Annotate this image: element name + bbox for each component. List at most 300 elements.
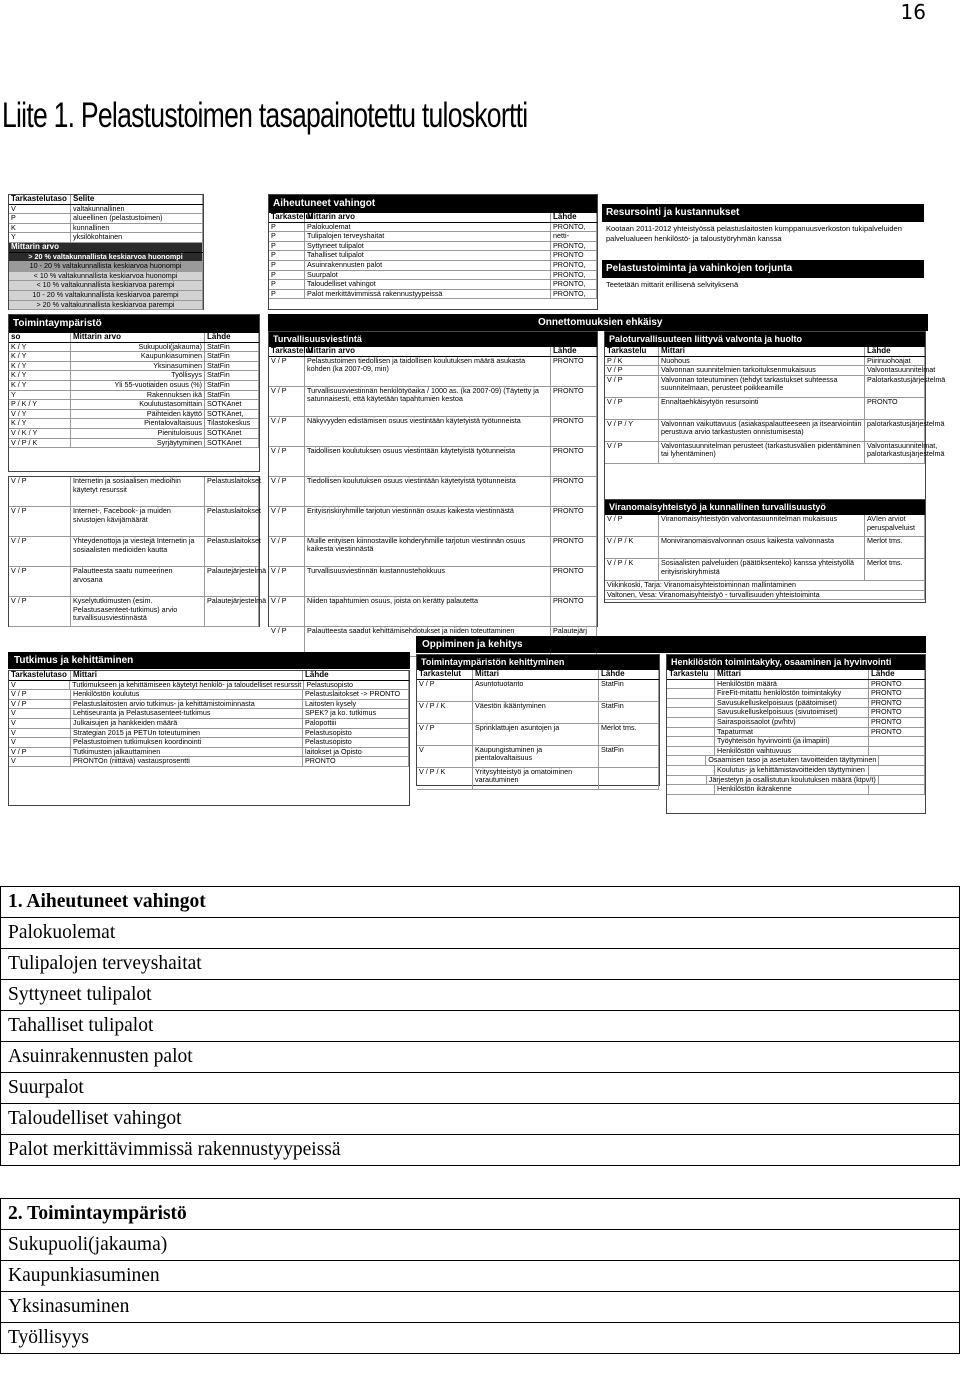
viranomaisyhteistyo-panel [604, 499, 926, 603]
table-cell [869, 766, 925, 775]
page-title: Liite 1. Pelastustoimen tasapainotettu tuloskortti [2, 96, 528, 135]
table-cell: Laitosten kysely [303, 700, 409, 709]
muut-mittarit-panel [8, 476, 267, 627]
table-row [605, 515, 925, 537]
table-cell: Taidollisen koulutuksen osuus viestintään käytetyistä työtunneista [305, 447, 551, 476]
table-cell: Osaamisen taso ja asetuiten tavoitteiden täyttyminen [706, 756, 879, 765]
table-cell: Kaupungistuminen ja pientalovaltaisuus [473, 746, 599, 767]
table-cell: V / P [269, 567, 305, 596]
table-cell: SOTKAnet, [205, 410, 259, 419]
header-cell: Lähde [865, 347, 925, 356]
table-cell: Savusukelluskelpoisuus (sivutoimiset) [715, 708, 869, 717]
table-cell: Julkaisujen ja hankkeiden määrä [71, 719, 303, 728]
table-cell: Suurpalot [305, 271, 551, 280]
header-cell: Lähde [205, 333, 259, 342]
table-row [269, 357, 597, 387]
pelastustoiminta-text: Teetetään mittarit erillisenä selvityksenä [606, 280, 739, 289]
list-toimintaymparisto [0, 1198, 960, 1354]
table-cell: Valtonen, Vesa: Viranomaisyhteistyö - turvallisuuden yhteistoiminta [605, 591, 925, 600]
table-cell: > 20 % valtakunnallista keskiarvoa parempi [9, 301, 203, 310]
table-cell: K [9, 224, 71, 233]
table-cell: Pienituloisuus [71, 429, 205, 438]
aiheutuneet-title: Aiheutuneet vahingot [269, 195, 597, 213]
table-cell: Palot merkittävimmissä rakennustyypeissä [305, 290, 551, 299]
aiheutuneet-panel [268, 194, 598, 310]
header-cell: Tarkastelutaso [9, 195, 71, 204]
list-item: Tulipalojen terveyshaitat [1, 949, 960, 980]
table-cell: Työyhteisön hyvinvointi (ja ilmapiiri) [715, 737, 869, 746]
table-cell: PRONTOn (riittävä) vastausprosentti [71, 757, 303, 766]
table-cell [667, 718, 715, 727]
table-cell: Järjestetyn ja osallistutun koulutuksen määrä (ktpv/t) [707, 776, 879, 785]
table-cell: Kyselytutkimusten (esim. Pelastusasenteet-tutkimus) arvio turvallisuusviestinnästä [71, 597, 205, 626]
table-cell: V / P [9, 690, 71, 699]
table-cell: palotarkastusjärjestelmä [865, 420, 925, 441]
table-cell: PRONTO, [551, 261, 597, 270]
table-cell: V / P / K [417, 768, 473, 789]
list-aiheutuneet [0, 886, 960, 1166]
table-cell: PRONTO [551, 507, 597, 536]
table-row [605, 440, 945, 464]
table-row [269, 477, 597, 507]
table-cell: Ennaltaehkäisytyön resursointi [659, 398, 865, 419]
table-row [9, 566, 267, 597]
table-cell: Viranomaisyhteistyön valvontasuunnitelman mukaisuus [659, 515, 865, 536]
table-cell [599, 768, 659, 789]
header-cell: Mittari [659, 347, 865, 356]
table-cell: V [9, 681, 70, 690]
table-cell: Pelastustoimen tiedollisen ja taidollisen koulutuksen määrä asukasta kohden (ka 2007-09, min) [305, 357, 551, 386]
table-cell: kunnallinen [71, 224, 203, 233]
table-cell: Merlot tms. [865, 559, 925, 580]
table-cell: Väestön ikääntyminen [473, 702, 599, 723]
table-row [667, 737, 925, 747]
table-cell: Sosiaalisten palveluiden (päätöksenteko) kanssa yhteistyöllä erityisriskiryhmistä [659, 559, 865, 580]
table-cell: PRONTO, [551, 290, 597, 299]
scorecard-image [6, 194, 946, 814]
table-cell: PRONTO [551, 251, 597, 260]
table-cell: Y [9, 233, 71, 242]
table-row [269, 567, 597, 597]
table-cell: > 20 % valtakunnallista keskiarvoa huonompi [9, 253, 203, 262]
table-cell: Pelastusopisto [303, 729, 409, 738]
table-cell: Muille erityisen kiinnostaville kohderyhmille tarjotun viestinnän osuus kaikesta viestinnästä [305, 537, 551, 566]
header-cell: Lähde [599, 670, 659, 679]
table-cell [667, 785, 715, 794]
table-row [269, 597, 597, 627]
table-row [417, 702, 659, 724]
table-cell: Tapaturmat [715, 728, 869, 737]
header-cell: Lähde [303, 671, 409, 680]
header-cell: Lähde [551, 347, 597, 356]
table-row [667, 785, 925, 795]
table-cell: Erityisriskiryhmille tarjotun viestinnän osuus kaikesta viestinnästä [305, 507, 551, 536]
table-cell: Päihteiden käyttö [71, 410, 205, 419]
table-cell: Pelastuslaitokset [205, 507, 259, 536]
list-item: Sukupuoli(jakauma) [1, 1230, 960, 1261]
table-row [269, 417, 597, 447]
table-cell: 10 - 20 % valtakunnallista keskiarvoa huonompi [9, 262, 203, 271]
table-cell: P [269, 232, 305, 241]
table-cell: < 10 % valtakunnallista keskiarvoa parempi [9, 281, 203, 290]
table-row [9, 477, 259, 507]
table-cell: V / K / Y [9, 429, 71, 438]
header-cell: Mittari [473, 670, 599, 679]
paloturvallisuus-title: Paloturvallisuuteen liittyvä valvonta ja huolto [605, 332, 925, 347]
table-cell: Palautejärj [551, 627, 597, 656]
text-list [0, 886, 960, 1354]
table-cell: V / Y [9, 410, 71, 419]
table-cell [667, 756, 706, 765]
table-row [9, 507, 259, 537]
table-cell: Henkilöstön vaihtuvuus [715, 747, 869, 756]
table-cell: laitokset ja Opisto [303, 748, 409, 757]
toimintaymparisto-title: Toimintaympäristö [9, 315, 259, 333]
list-item: Kaupunkiasuminen [1, 1261, 960, 1292]
table-cell: V / P [417, 680, 473, 701]
table-cell: P / K / Y [9, 400, 71, 409]
oppiminen-panel [416, 654, 660, 786]
table-cell [667, 680, 715, 689]
table-cell: Henkilöstön ikärakenne [715, 785, 869, 794]
table-cell: V / P [605, 398, 659, 419]
table-cell: StatFin [205, 381, 259, 390]
table-cell: Kaupunkiasuminen [71, 352, 205, 361]
table-cell: Piirinuohoajat [865, 357, 925, 366]
table-cell: V / P [9, 748, 71, 757]
table-cell [667, 689, 715, 698]
table-cell [667, 728, 715, 737]
table-cell: SOTKAnet [205, 429, 259, 438]
toimintaymparisto-panel [8, 314, 260, 472]
table-cell: Työllisyys [71, 371, 205, 380]
table-cell [667, 708, 715, 717]
table-cell: V / P [9, 507, 71, 536]
table-cell: Koulutus- ja kehittämistavoitteiden täyttyminen [715, 766, 869, 775]
pelastustoiminta-title: Pelastustoiminta ja vahinkojen torjunta [602, 260, 924, 278]
table-cell: V / P [605, 376, 659, 397]
table-cell: Yli 55-vuotiaiden osuus (%) [71, 381, 205, 390]
turvallisuusviestinta-panel [268, 331, 598, 635]
table-cell: Asuinrakennusten palot [305, 261, 551, 270]
table-cell: Asuntotuotanto [473, 680, 599, 701]
table-cell: Viikinkoski, Tarja: Viranomaisyhteistoiminnan mallintaminen [605, 581, 925, 590]
table-cell: PRONTO [551, 477, 597, 506]
tutkimus-panel [8, 670, 410, 806]
header-cell: Mittari [715, 670, 869, 679]
paloturvallisuus-panel [604, 331, 946, 503]
header-cell: Tarkastelutaso [9, 671, 71, 680]
table-cell: K / Y [9, 362, 71, 371]
table-row [605, 591, 925, 601]
table-row [417, 680, 659, 702]
table-cell: Tiedollisen koulutuksen osuus viestintään käytetyistä työtunneista [305, 477, 551, 506]
header-cell: Tarkastelu [605, 347, 659, 356]
table-cell: Merlot tms. [599, 724, 659, 745]
table-cell: PRONTO [869, 699, 925, 708]
turvallisuusviestinta-title: Turvallisuusviestintä [269, 332, 597, 347]
table-cell: V / P [269, 447, 305, 476]
table-cell: Syrjäytyminen [71, 439, 205, 448]
table-cell: Sprinklattujen asuntojen ja [473, 724, 599, 745]
table-cell: Sairaspoissaolot (pv/htv) [715, 718, 869, 727]
list-item: Taloudelliset vahingot [1, 1104, 960, 1135]
table-cell: V / P [9, 477, 71, 506]
resurssointi-text: Kootaan 2011-2012 yhteistyössä pelastuslaitosten kumppanuusverkoston tukipalveluiden palvelualueen henkilöstö- ja taloustyöryhmän kanssa [606, 224, 902, 243]
table-cell: PRONTO [303, 757, 409, 766]
table-cell: PRONTO [865, 398, 925, 419]
table-cell [667, 747, 715, 756]
table-cell: Pelastusopisto [304, 681, 409, 690]
table-cell: Palautteesta saadut kehittämisehdotukset ja niiden toteuttaminen [305, 627, 551, 656]
table-cell: V / P [605, 442, 659, 463]
table-cell: Rakennuksen ikä [71, 391, 205, 400]
list-item: Työllisyys [1, 1323, 960, 1354]
header-cell: Mittarin arvo [71, 333, 205, 342]
table-cell: Palautejärjestelmä [205, 567, 259, 596]
table-cell: Pelastuslaitosten arvio tutkimus- ja kehittämistoiminnasta [71, 700, 303, 709]
table-cell: netti- [551, 232, 597, 241]
table-cell: P [9, 214, 71, 223]
table-cell: Yksinasuminen [71, 362, 205, 371]
table-cell: V / P [605, 515, 659, 536]
table-cell: PRONTO, [551, 223, 597, 232]
table-cell: PRONTO, [551, 280, 597, 289]
table-cell: Palokuolemat [305, 223, 551, 232]
table-cell: V / P / K [605, 559, 659, 580]
table-cell: Pelastuslaitokset -> PRONTO [303, 690, 409, 699]
table-cell: P [269, 290, 305, 299]
table-row [417, 768, 659, 790]
table-cell: PRONTO [551, 387, 597, 416]
table-cell [869, 747, 925, 756]
table-cell: Henkilöstön määrä [715, 680, 869, 689]
table-row [605, 559, 925, 581]
resurssointi-panel [602, 204, 924, 310]
table-cell: V / P / Y [605, 420, 659, 441]
table-cell: V [9, 719, 71, 728]
table-cell: K / Y [9, 381, 71, 390]
table-cell: K / Y [9, 352, 71, 361]
table-row [9, 439, 259, 449]
list-item: Syttyneet tulipalot [1, 980, 960, 1011]
table-cell: Tutkimukseen ja kehittämiseen käytetyt henkilö- ja taloudelliset resurssit [70, 681, 304, 690]
table-cell: V / P [269, 417, 305, 446]
table-cell: V [417, 746, 473, 767]
henkilosto-panel [666, 654, 926, 814]
table-cell: V [9, 205, 71, 214]
table-cell [869, 737, 925, 746]
table-cell: SPEK? ja ko. tutkimus [303, 709, 409, 718]
table-cell: Internetin ja sosiaalisen medioihin käytetyt resurssit [71, 477, 205, 506]
table-cell: PRONTO [869, 728, 925, 737]
table-row [605, 537, 925, 559]
table-cell: Tutkimusten jalkauttaminen [71, 748, 303, 757]
table-cell: V / P [9, 537, 71, 566]
table-cell: Näkyvyyden edistämisen osuus viestintään käytetyistä työtunneista [305, 417, 551, 446]
header-cell: Tarkastelut [271, 212, 314, 221]
table-cell: Turvallisuusviestinnän kustannustehokkuus [305, 567, 551, 596]
selite-panel [8, 194, 204, 310]
table-row [605, 374, 946, 398]
onnettomuuksien-band: Onnettomuuksien ehkäisy [268, 314, 928, 331]
table-row [9, 748, 409, 758]
table-cell: V / P [605, 366, 659, 375]
table-cell: Moniviranomaisvalvonnan osuus kaikesta valvonnasta [659, 537, 865, 558]
table-cell: V [9, 757, 71, 766]
header-cell: Mittarin arvo [9, 243, 203, 252]
table-cell: PRONTO [551, 537, 597, 566]
table-cell: FireFit-mitattu henkilöstön toimintakyky [715, 689, 869, 698]
table-cell: Palautteesta saatu numeerinen arvosana [71, 567, 205, 596]
table-cell: K / Y [9, 343, 71, 352]
table-cell: AVIen arviot peruspalveluist [865, 515, 925, 536]
list-item: Yksinasuminen [1, 1292, 960, 1323]
table-cell: V / P [269, 537, 305, 566]
table-cell: P [269, 251, 305, 260]
table-row [605, 418, 945, 442]
header-cell: so [9, 333, 71, 342]
header-cell: Mittarin arvo [305, 213, 551, 222]
table-cell [667, 699, 715, 708]
table-cell: StatFin [205, 391, 259, 400]
table-cell: P [269, 223, 305, 232]
table-cell: yksilökohtainen [71, 233, 203, 242]
table-row [269, 387, 597, 417]
table-cell: V / P [9, 567, 71, 596]
list-header: 1. Aiheutuneet vahingot [1, 887, 960, 918]
list-item: Asuinrakennusten palot [1, 1042, 960, 1073]
table-cell: Yritysyhteistyö ja omatoiminen varautuminen [473, 768, 599, 789]
table-cell: V / P / K [9, 439, 71, 448]
table-cell: Y [9, 391, 71, 400]
header-cell: Mittarin arvo [305, 347, 551, 356]
table-cell: StatFin [205, 343, 259, 352]
header-cell: Lähde [869, 670, 925, 679]
table-cell: Taloudelliset vahingot [305, 280, 551, 289]
table-row [605, 398, 925, 420]
table-cell: Savusukelluskelpoisuus (päätoimiset) [715, 699, 869, 708]
table-cell: V / P / K [605, 537, 659, 558]
header-cell: Lähde [551, 213, 597, 222]
resurssointi-title: Resursointi ja kustannukset [602, 204, 924, 222]
table-cell: Valvonnan vaikuttavuus (asiakaspalautteeseen ja itsearviointiin perustuva arvio tarkastusten onnistumisesta) [659, 420, 865, 441]
table-cell: PRONTO [869, 708, 925, 717]
table-cell: Pelastustoimen tutkimuksen koordinointi [71, 738, 303, 747]
table-cell: Valvonnan suunnitelmien tarkoituksenmukaisuus [659, 366, 865, 375]
table-cell: P / K [605, 357, 659, 366]
table-cell: StatFin [205, 362, 259, 371]
table-cell: Valvontasuunnitelmat, palotarkastusjärjestelmä [865, 442, 925, 463]
table-cell: PRONTO [551, 417, 597, 446]
table-cell: Valvontasuunnitelmat [867, 365, 936, 375]
table-cell [667, 737, 715, 746]
table-cell: V / P [269, 507, 305, 536]
table-row [417, 746, 659, 768]
table-cell: alueellinen (pelastustoimen) [71, 214, 203, 223]
table-row [9, 301, 203, 311]
table-cell: V [9, 709, 71, 718]
table-cell: Tahalliset tulipalot [305, 251, 551, 260]
table-cell: Nuohous [659, 357, 865, 366]
table-cell: V / P [9, 597, 71, 626]
table-cell: V / P [269, 597, 305, 626]
table-row [9, 709, 409, 719]
table-cell: V [9, 738, 71, 747]
table-cell [879, 756, 925, 765]
oppiminen-subtitle: Toimintaympäristön kehittyminen [417, 655, 659, 670]
table-cell: Niiden tapahtumien osuus, joista on kerätty palautetta [305, 597, 551, 626]
table-cell: Pelastusopisto [303, 738, 409, 747]
table-cell: PRONTO [869, 718, 925, 727]
table-cell [869, 785, 925, 794]
table-cell: Sukupuoli(jakauma) [71, 343, 205, 352]
henkilosto-title: Henkilöstön toimintakyky, osaaminen ja hyvinvointi [667, 655, 925, 670]
table-cell [667, 766, 715, 775]
table-cell: Internet-, Facebook- ja muiden sivustojen kävijämäärät [71, 507, 205, 536]
table-cell: Palopottiii [303, 719, 409, 728]
tutkimus-title: Tutkimus ja kehittäminen [8, 652, 410, 669]
table-cell: StatFin [205, 371, 259, 380]
table-cell: Lehtiseuranta ja Pelastusasenteet-tutkimus [71, 709, 303, 718]
table-cell: PRONTO [551, 567, 597, 596]
table-cell: SOTKAnet [205, 439, 259, 448]
table-row [9, 537, 259, 567]
table-row [269, 537, 597, 567]
table-cell: V [9, 729, 71, 738]
table-cell: 10 - 20 % valtakunnallista keskiarvoa parempi [9, 291, 203, 300]
table-cell [879, 776, 925, 785]
table-cell: Koulutustasomittain [71, 400, 205, 409]
table-cell: StatFin [599, 702, 659, 723]
table-cell: Strategian 2015 ja PETUn toteutuminen [71, 729, 303, 738]
oppiminen-title: Oppiminen ja kehitys [416, 636, 926, 653]
table-cell: Merlot tms. [865, 537, 925, 558]
table-cell: Palotarkastusjärjestelmä [865, 376, 925, 397]
table-cell: P [269, 261, 305, 270]
table-cell: Syttyneet tulipalot [305, 242, 551, 251]
header-cell: Tarkastelut [271, 346, 314, 355]
page-number: 16 [900, 0, 926, 24]
table-cell: Tulipalojen terveyshaitat [305, 232, 551, 241]
table-cell: Tilastokeskus [205, 419, 259, 428]
table-cell: Henkilöstön koulutus [71, 690, 303, 699]
table-cell: K / Y [9, 419, 71, 428]
table-cell: StatFin [599, 746, 659, 767]
table-cell: V / P [417, 724, 473, 745]
table-cell: V / P [269, 387, 305, 416]
table-cell: V / P [269, 627, 305, 656]
table-row [667, 776, 925, 786]
table-cell: Yhteydenottoja ja viestejä Internetin ja sosiaalisten medioiden kautta [71, 537, 205, 566]
table-cell: Valvontasuunnitelman perusteet (tarkastusvälien pidentäminen tai lyhentäminen) [659, 442, 865, 463]
table-cell: V / P [269, 357, 305, 386]
header-cell: Selite [71, 195, 203, 204]
table-row [417, 724, 659, 746]
table-cell: PRONTO [869, 689, 925, 698]
table-cell: K / Y [9, 371, 71, 380]
table-row [269, 507, 597, 537]
list-header: 2. Toimintaympäristö [1, 1199, 960, 1230]
header-cell: Tarkastelut [417, 670, 473, 679]
table-cell: PRONTO [551, 357, 597, 386]
table-cell: P [269, 242, 305, 251]
table-cell: Valvonnan toteutuminen (tehdyt tarkastukset suhteessa suunnitelmaan, perusteet poikkeamille [659, 376, 865, 397]
table-cell: < 10 % valtakunnallista keskiarvoa huonompi [9, 272, 203, 281]
table-cell: PRONTO, [551, 242, 597, 251]
table-cell: StatFin [205, 352, 259, 361]
table-cell [667, 776, 707, 785]
